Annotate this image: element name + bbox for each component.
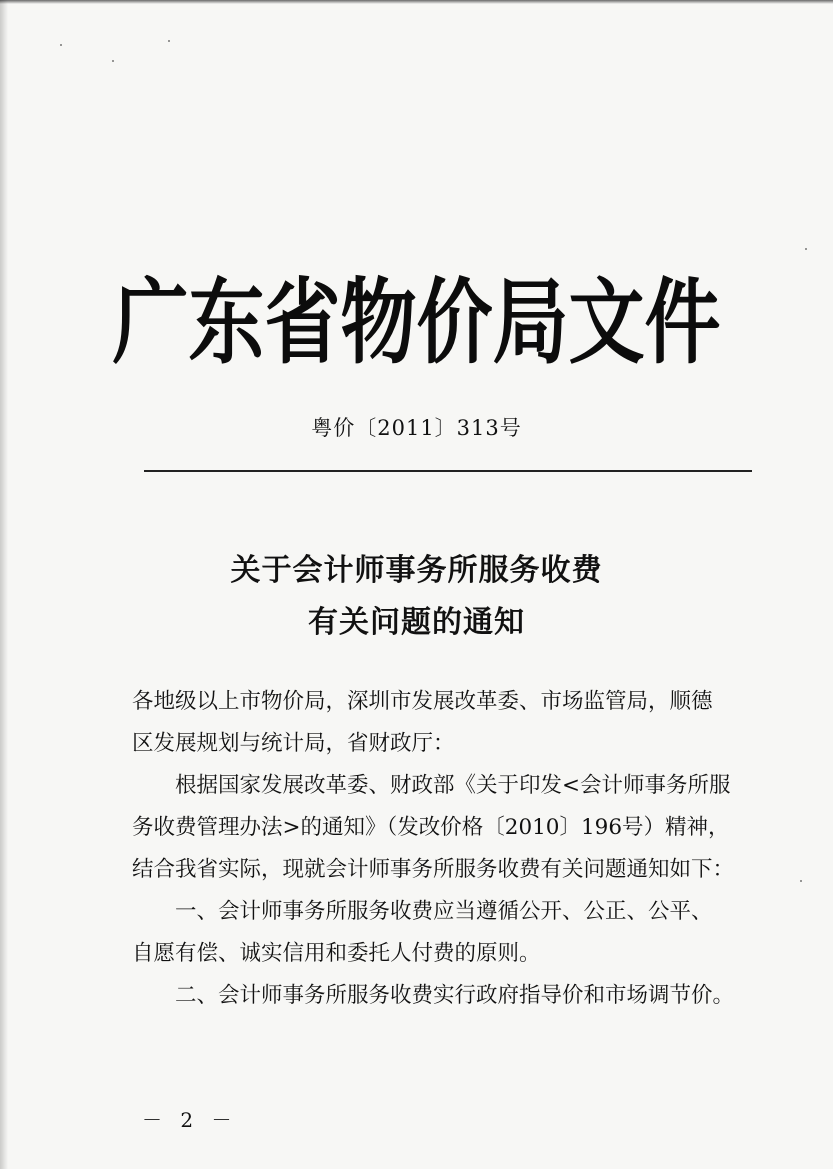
scan-speck [800, 880, 802, 882]
scan-edge-top [0, 0, 833, 4]
body-line-3: 根据国家发展改革委、财政部《关于印发<会计师事务所服 [132, 773, 731, 798]
body-line-4: 务收费管理办法>的通知》（发改价格〔2010〕196号）精神， [132, 815, 730, 840]
document-title-line-1: 关于会计师事务所服务收费 [230, 553, 603, 588]
header-divider [144, 470, 752, 472]
scan-speck [112, 60, 114, 62]
scan-speck [805, 248, 807, 250]
issuer-header-title: 广东省物价局文件 [112, 268, 721, 377]
body-line-7: 自愿有偿、诚实信用和委托人付费的原则。 [132, 941, 541, 966]
body-line-5: 结合我省实际，现就会计师事务所服务收费有关问题通知如下： [132, 857, 735, 882]
page-number: － 2 － [142, 1108, 238, 1132]
body-line-1: 各地级以上市物价局，深圳市发展改革委、市场监管局，顺德 [132, 689, 713, 714]
body-line-6: 一、会计师事务所服务收费应当遵循公开、公正、公平、 [132, 899, 713, 924]
scan-speck [60, 44, 62, 46]
scan-speck [168, 40, 170, 42]
document-title-line-2: 有关问题的通知 [308, 605, 525, 640]
document-number: 粤价〔2011〕313号 [311, 416, 522, 440]
body-line-8: 二、会计师事务所服务收费实行政府指导价和市场调节价。 [132, 983, 735, 1008]
body-line-2: 区发展规划与统计局，省财政厅： [132, 731, 455, 756]
